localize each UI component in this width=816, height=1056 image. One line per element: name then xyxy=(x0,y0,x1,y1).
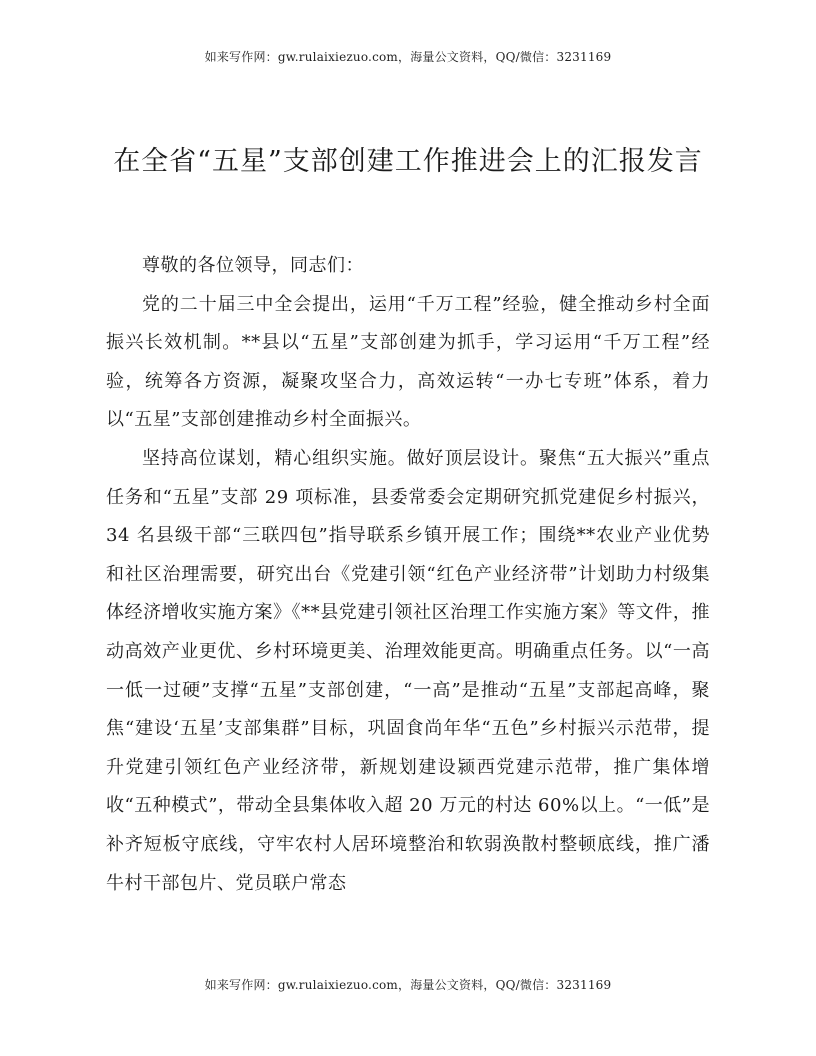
body-paragraph: 党的二十届三中全会提出，运用“千万工程”经验，健全推动乡村全面振兴长效机制。**县以“五星”支部创建为抓手，学习运用“千万工程”经验，统筹各方资源，凝聚攻坚合力，高效运转“一办七专班”体系，着力以“五星”支部创建推动乡村全面振兴。 xyxy=(106,293,710,431)
document-body xyxy=(106,247,710,903)
body-paragraph: 坚持高位谋划，精心组织实施。做好顶层设计。聚焦“五大振兴”重点任务和“五星”支部 29 项标准，县委常委会定期研究抓党建促乡村振兴，34 名县级干部“三联四包”指导联系乡镇开展工作；围绕**农业产业优势和社区治理需要，研究出台《党建引领“红色产业经济带”计划助力村级集体经济增收实施方案》《**县党建引领社区治理工作实施方案》等文件，推动高效产业更优、乡村环境更美、治理效能更高。明确重点任务。以“一高一低一过硬”支撑“五星”支部创建，“一高”是推动“五星”支部起高峰，聚焦“建设‘五星’支部集群”目标，巩固食尚年华“五色”乡村振兴示范带，提升党建引领红色产业经济带，新规划建设颍西党建示范带，推广集体增收“五种模式”，带动全县集体收入超 20 万元的村达 60%以上。“一低”是补齐短板守底线，守牢农村人居环境整治和软弱涣散村整顿底线，推广潘牛村干部包片、党员联户常态 xyxy=(106,447,710,894)
document-title: 在全省“五星”支部创建工作推进会上的汇报发言 xyxy=(113,146,703,177)
salutation-paragraph: 尊敬的各位领导，同志们： xyxy=(142,255,364,276)
page-header: 如来写作网：gw.rulaixiezuo.com，海量公文资料，QQ/微信：3231169 xyxy=(204,50,612,64)
page-footer: 如来写作网：gw.rulaixiezuo.com，海量公文资料，QQ/微信：3231169 xyxy=(204,978,612,992)
